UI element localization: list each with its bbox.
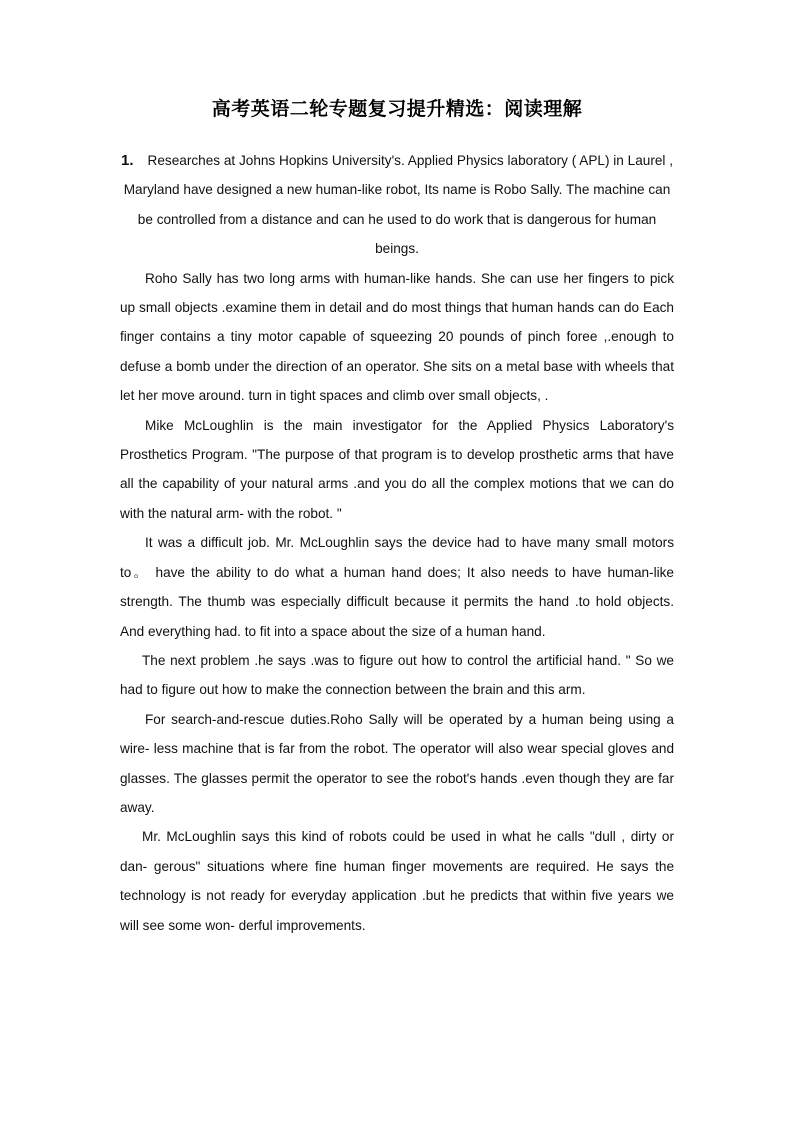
passage-body: [120, 146, 674, 940]
paragraph-2: Roho Sally has two long arms with human-like hands. She can use her fingers to pick up small objects .examine them in detail and do most things that human hands can do Each finger contains a tiny motor capable of squeezing 20 pounds of pinch foree ,.enough to defuse a bomb under the direction of an operator. She sits on a metal base with wheels that let her move around. turn in tight spaces and climb over small objects, .: [120, 270, 674, 404]
document-title: 高考英语二轮专题复习提升精选：阅读理解: [211, 98, 583, 120]
paragraph-4: It was a difficult job. Mr. McLoughlin says the device had to have many small motors to。 have the ability to do what a human hand does; It also needs to have human-like strength. The thumb was especially difficult because it permits the hand .to hold objects. And everything had. to fit into a space about the size of a human hand.: [120, 535, 674, 639]
paragraph-5: The next problem .he says .was to figure out how to control the artificial hand. " So we had to figure out how to make the connection between the brain and this arm.: [120, 652, 674, 698]
paragraph-6: For search-and-rescue duties.Roho Sally will be operated by a human being using a wire- less machine that is far from the robot. The operator will also wear special gloves and glasses. The glasses permit the operator to see the robot's hands .even though they are far away.: [120, 711, 674, 815]
paragraph-7: Mr. McLoughlin says this kind of robots could be used in what he calls "dull , dirty or dan- gerous" situations where fine human finger movements are required. He says the technology is not ready for everyday application .but he predicts that within five years we will see some won- derful improvements.: [120, 829, 674, 933]
paragraph-3: Mike McLoughlin is the main investigator for the Applied Physics Laboratory's Prosthetics Program. "The purpose of that program is to develop prosthetic arms that have all the capability of your natural arms .and you do all the complex motions that we can do with the natural arm- with the robot. ": [120, 417, 674, 521]
paragraph-1: [120, 146, 674, 264]
question-number: 1.: [121, 152, 134, 169]
paragraph-1-text: Researches at Johns Hopkins University's. Applied Physics laboratory ( APL) in Laurel , Maryland have designed a new human-like robot, Its name is Robo Sally. The machine can be controlled from a distance and can he used to do work that is dangerous for human beings.: [123, 153, 673, 257]
